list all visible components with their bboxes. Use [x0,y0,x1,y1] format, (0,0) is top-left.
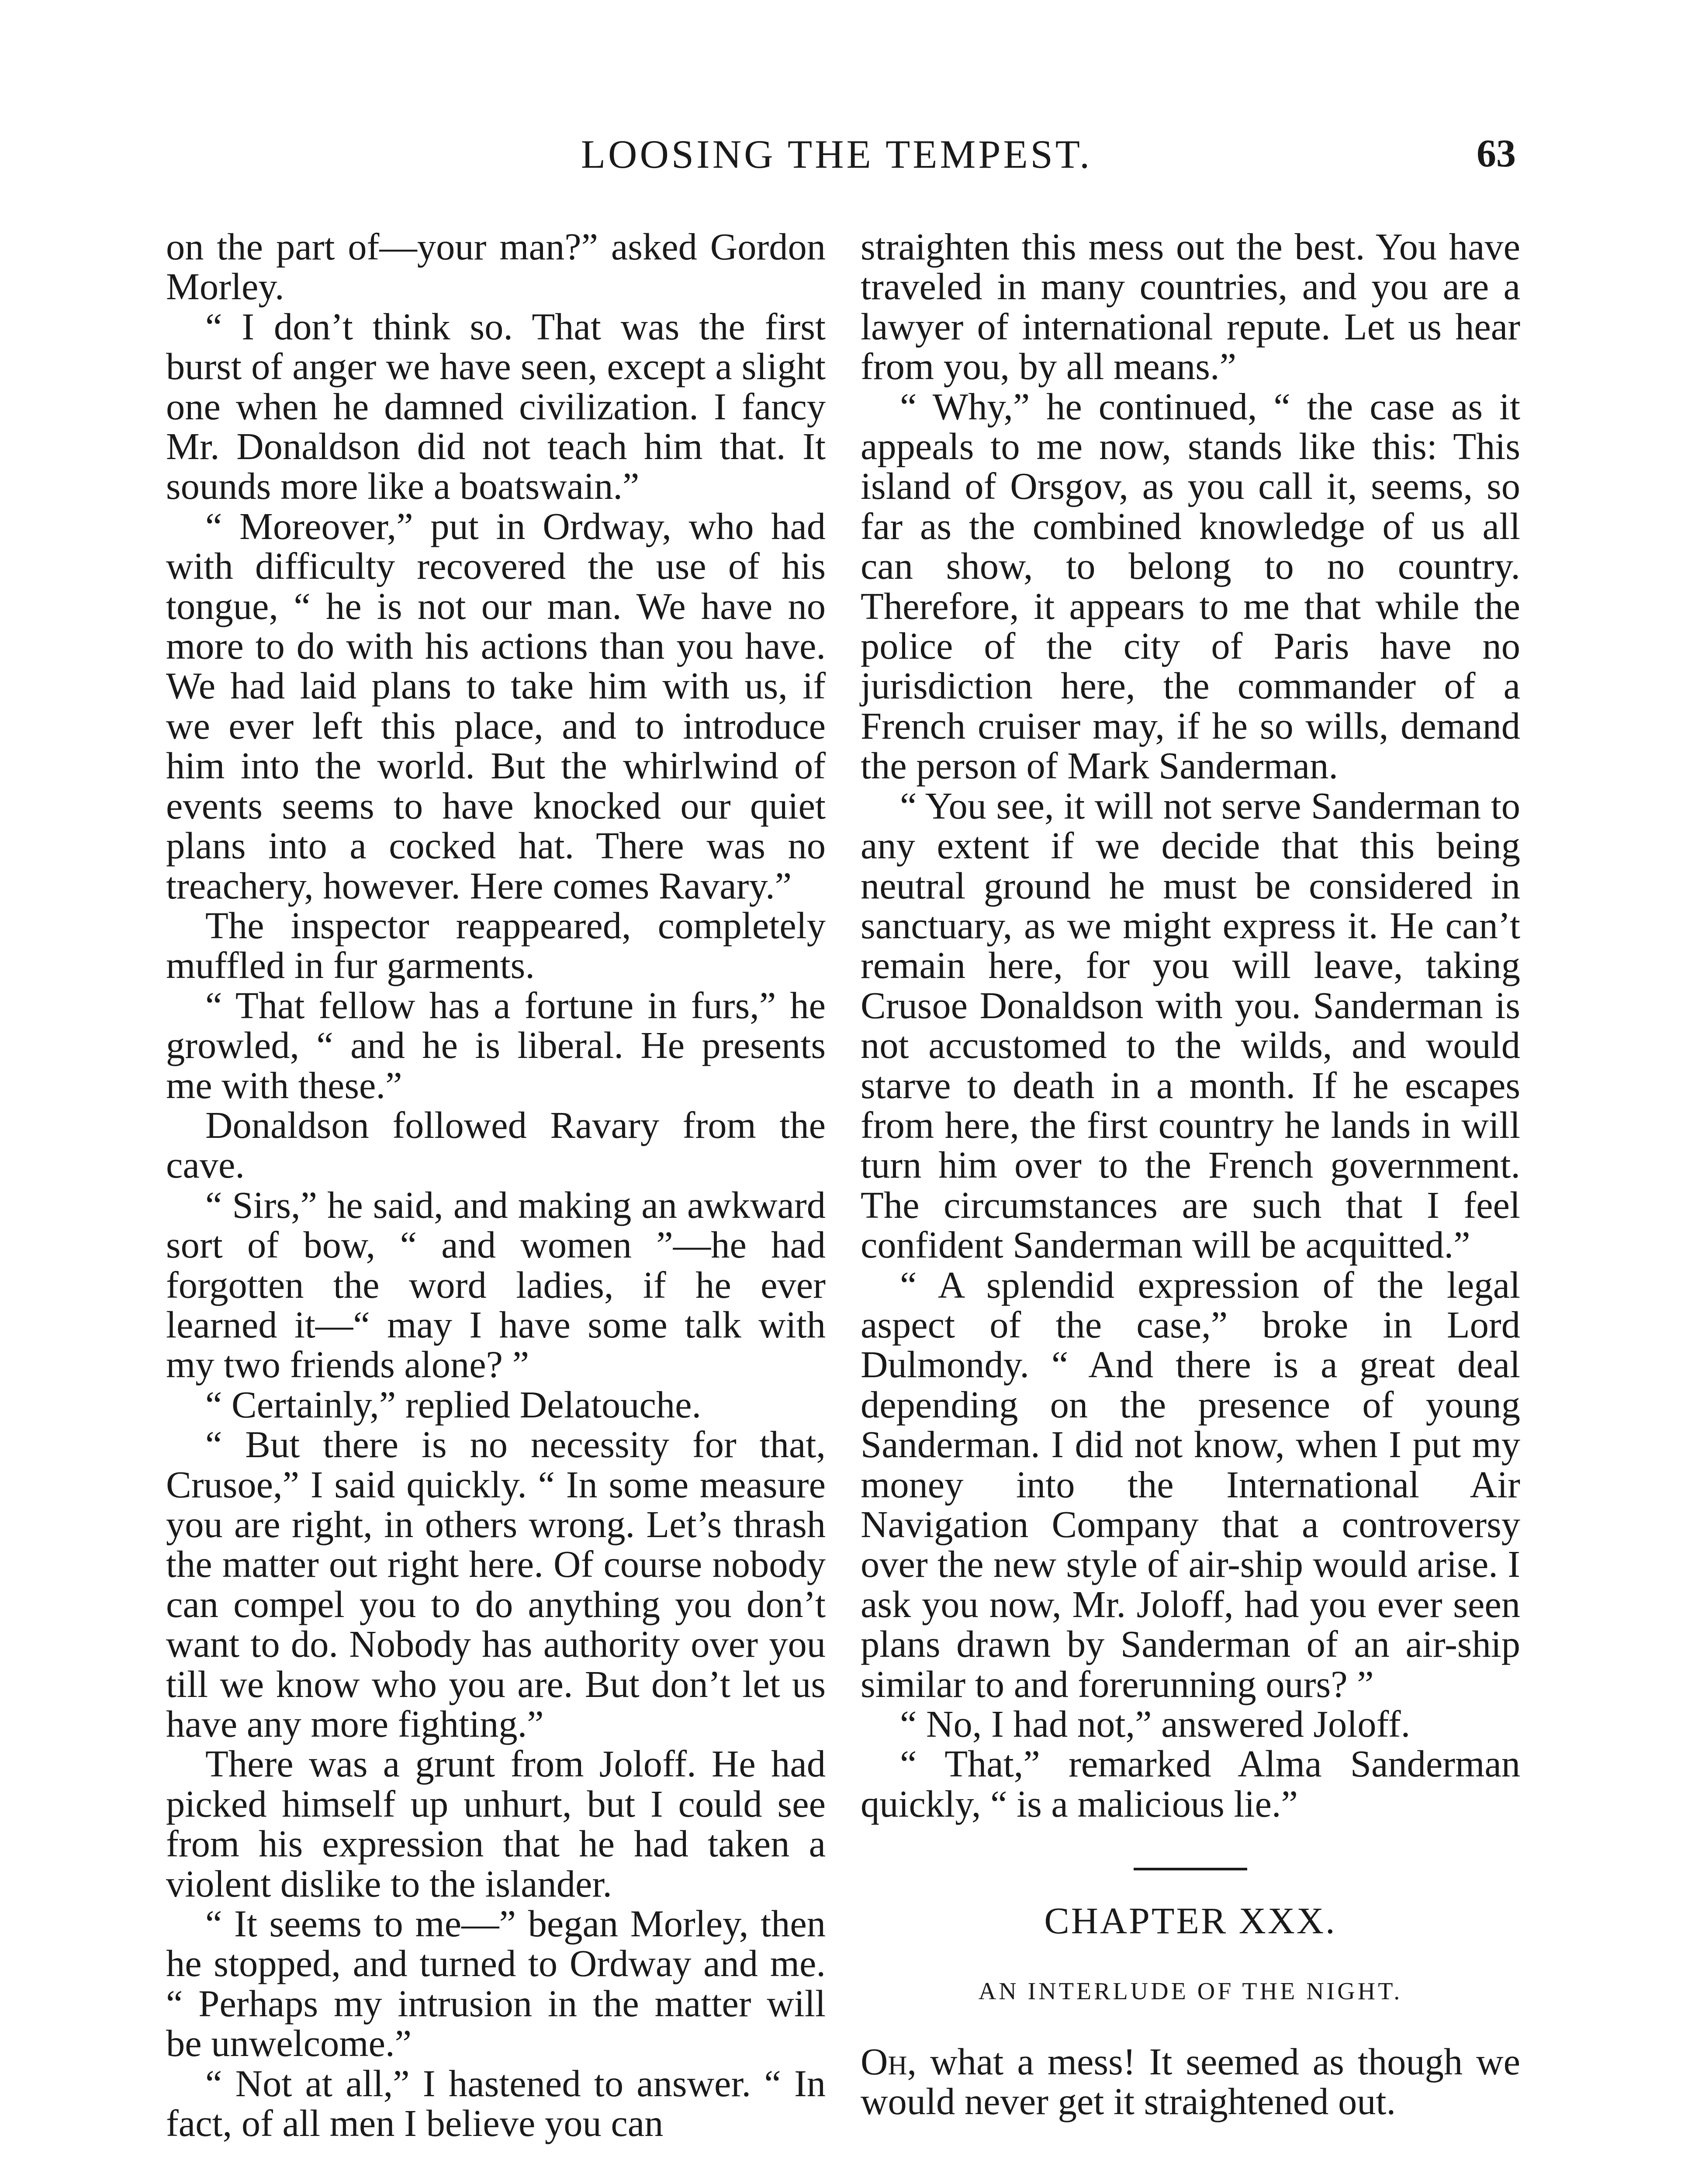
paragraph: straighten this mess out the best. You have traveled in many countries, and you are a lawyer of international repute. Let us hear from you, by all means.” [861,226,1520,388]
left-column [166,227,826,2144]
paragraph: There was a grunt from Joloff. He had picked himself up unhurt, but I could see from his expression that he had taken a violent dislike to the islander. [166,1743,826,1905]
paragraph: “ Sirs,” he said, and making an awkward sort of bow, “ and women ”—he had forgotten the word ladies, if he ever learned it—“ may I have some talk with my two friends alone? ” [166,1184,826,1386]
paragraph: “ Moreover,” put in Ordway, who had with difficulty recovered the use of his tongue, “ he is not our man. We have no more to do with his actions than you have. We had laid plans to take him with us, if we ever left this place, and to introduce him into the world. But the whirlwind of events seems to have knocked our quiet plans into a cocked hat. There was no treachery, however. Here comes Ravary.” [166,505,826,907]
chapter-subtitle: AN INTERLUDE OF THE NIGHT. [978,1977,1403,2005]
paragraph: “ I don’t think so. That was the first burst of anger we have seen, except a slight one when he damned civilization. I fancy Mr. Donaldson did not teach him that. It sounds more like a boatswain.” [166,305,826,508]
paragraph: “ Certainly,” replied Delatouche. [205,1383,702,1426]
chapter-title: CHAPTER XXX. [1044,1900,1337,1942]
paragraph: Donaldson followed Ravary from the cave. [166,1104,826,1186]
paragraph: “ But there is no necessity for that, Crusoe,” I said quickly. “ In some measure you are right, in others wrong. Let’s thrash the matter out right here. Of course nobody can compel you to do anything you don’t want to do. Nobody has authority over you till we know who you are. But don’t let us have any more fighting.” [166,1424,826,1745]
paragraph: “ Why,” he continued, “ the case as it appeals to me now, stands like this: This island of Orsgov, as you call it, seems, so far as the combined knowledge of us all can show, to belong to no country. Therefore, it appears to me that while the police of the city of Paris have no jurisdiction here, the commander of a French cruiser may, if he so wills, demand the person of Mark Sanderman. [861,385,1520,787]
page-number: 63 [1477,132,1516,175]
chapter-opening-paragraph [861,2042,1520,2122]
paragraph: “ That fellow has a fortune in furs,” he growled, “ and he is liberal. He presents me with these.” [166,984,826,1106]
chapter-divider [1134,1868,1247,1870]
running-head: LOOSING THE TEMPEST. [581,132,1093,176]
paragraph: “ No, I had not,” answered Joloff. [900,1703,1411,1745]
paragraph: “ That,” remarked Alma Sanderman quickly, “ is a malicious lie.” [861,1743,1520,1825]
chapter-opening-text: what a mess! It seemed as though we would never get it straightened out. [861,2041,1520,2123]
paragraph: on the part of—your man?” asked Gordon Morley. [166,226,826,308]
right-column [861,227,1520,2122]
paragraph: “ Not at all,” I hastened to answer. “ In fact, of all men I believe you can [166,2062,826,2145]
paragraph: “ It seems to me—” began Morley, then he stopped, and turned to Ordway and me. “ Perhaps my intrusion in the matter will be unwelcome.” [166,1903,826,2065]
paragraph: “ A splendid expression of the legal aspect of the case,” broke in Lord Dulmondy. “ And there is a great deal depending on the presence of young Sanderman. I did not know, when I put my money into the International Air Navigation Company that a controversy over the new style of air-ship would arise. I ask you now, Mr. Joloff, had you ever seen plans drawn by Sanderman of an air-ship similar to and forerunning ours? ” [861,1264,1520,1705]
paragraph: “ You see, it will not serve Sanderman to any extent if we decide that this being neutral ground he must be considered in sanctuary, as we might express it. He can’t remain here, for you will leave, taking Crusoe Donaldson with you. Sanderman is not accustomed to the wilds, and would starve to death in a month. If he escapes from here, the first country he lands in will turn him over to the French government. The circumstances are such that I feel confident Sanderman will be acquitted.” [861,784,1520,1266]
chapter-lead-word: Oh, [861,2041,917,2083]
page-header [157,131,1516,197]
paragraph: The inspector reappeared, completely muffled in fur garments. [166,904,826,987]
